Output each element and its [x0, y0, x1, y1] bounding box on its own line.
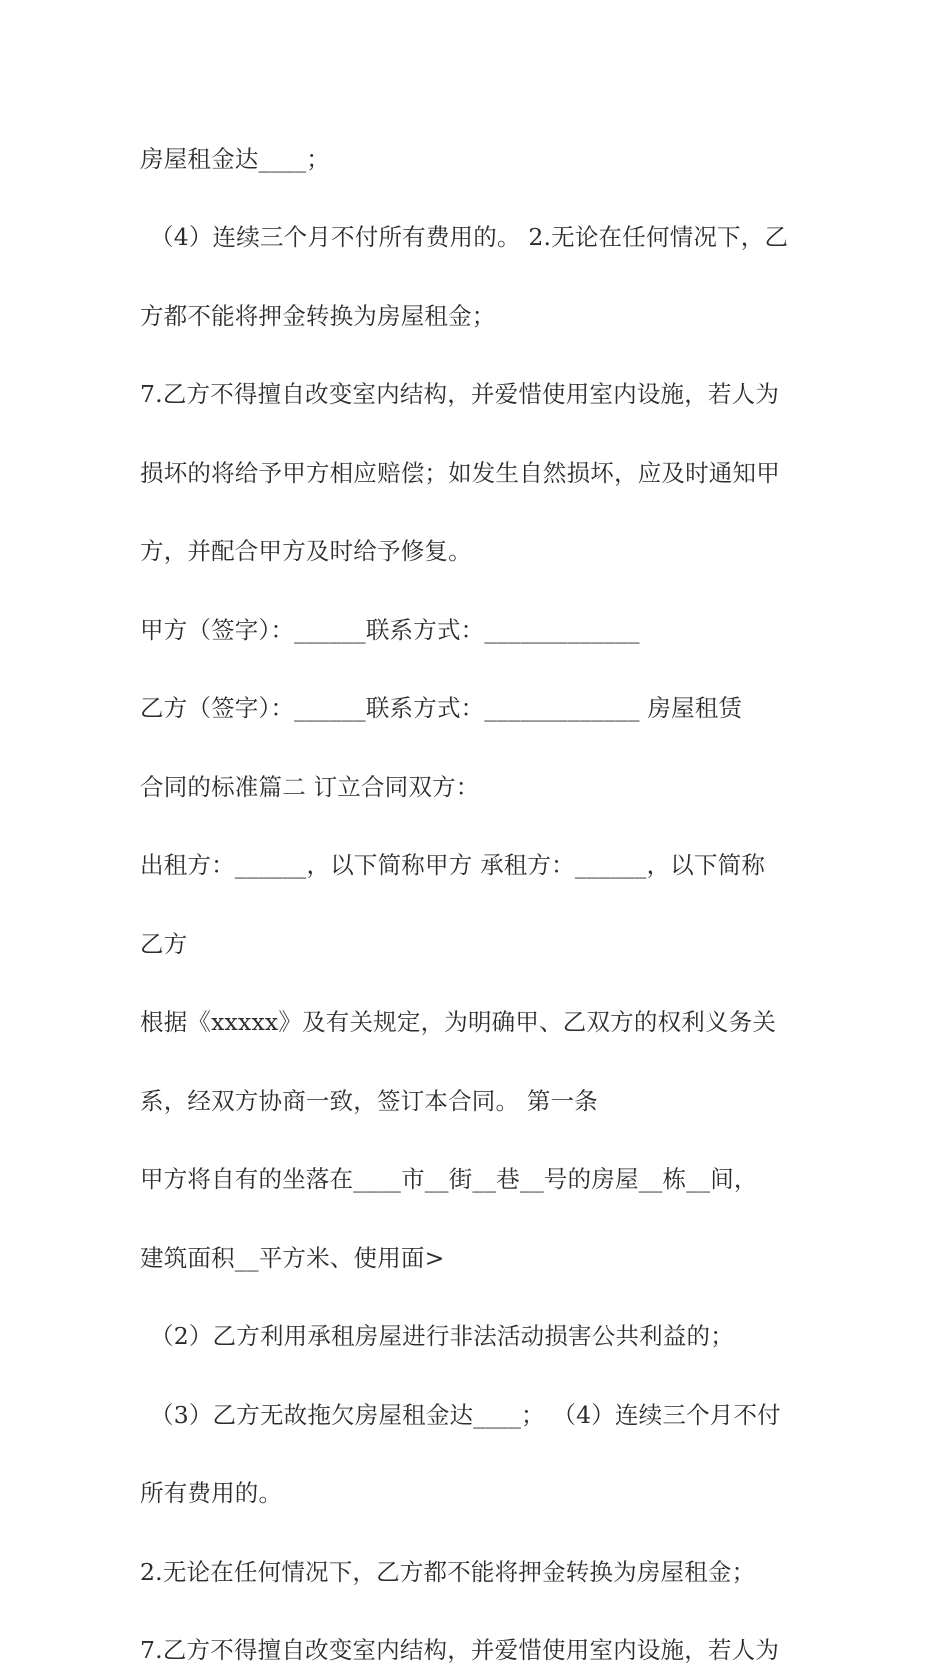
document-line: 7.乙方不得擅自改变室内结构，并爱惜使用室内设施，若人为	[140, 367, 812, 422]
document-line: 合同的标准篇二 订立合同双方：	[140, 760, 812, 815]
document-line: 损坏的将给予甲方相应赔偿；如发生自然损坏，应及时通知甲	[140, 446, 812, 501]
document-line: 系，经双方协商一致，签订本合同。 第一条	[140, 1074, 812, 1129]
document-line: （3）乙方无故拖欠房屋租金达____； （4）连续三个月不付	[140, 1388, 812, 1443]
document-line: 甲方（签字）：______联系方式：_____________	[140, 603, 812, 658]
document-line: （2）乙方利用承租房屋进行非法活动损害公共利益的；	[140, 1309, 812, 1364]
document-line: 房屋租金达____；	[140, 132, 812, 187]
document-line: 根据《xxxxx》及有关规定，为明确甲、乙双方的权利义务关	[140, 995, 812, 1050]
document-line: 2.无论在任何情况下，乙方都不能将押金转换为房屋租金；	[140, 1545, 812, 1600]
document-line: 甲方将自有的坐落在____市__街__巷__号的房屋__栋__间，	[140, 1152, 812, 1207]
document-line: 乙方	[140, 917, 812, 972]
document-line: 乙方（签字）：______联系方式：_____________ 房屋租赁	[140, 681, 812, 736]
document-line: 所有费用的。	[140, 1466, 812, 1521]
document-line: 方都不能将押金转换为房屋租金；	[140, 289, 812, 344]
document-line: 出租方：______，以下简称甲方 承租方：______，以下简称	[140, 838, 812, 893]
document-line: 方，并配合甲方及时给予修复。	[140, 524, 812, 579]
document-line: （4）连续三个月不付所有费用的。 2.无论在任何情况下，乙	[140, 210, 812, 265]
document-text-body	[140, 132, 812, 1678]
document-line: 建筑面积__平方米、使用面>	[140, 1231, 812, 1286]
document-line: 7.乙方不得擅自改变室内结构，并爱惜使用室内设施，若人为	[140, 1623, 812, 1678]
